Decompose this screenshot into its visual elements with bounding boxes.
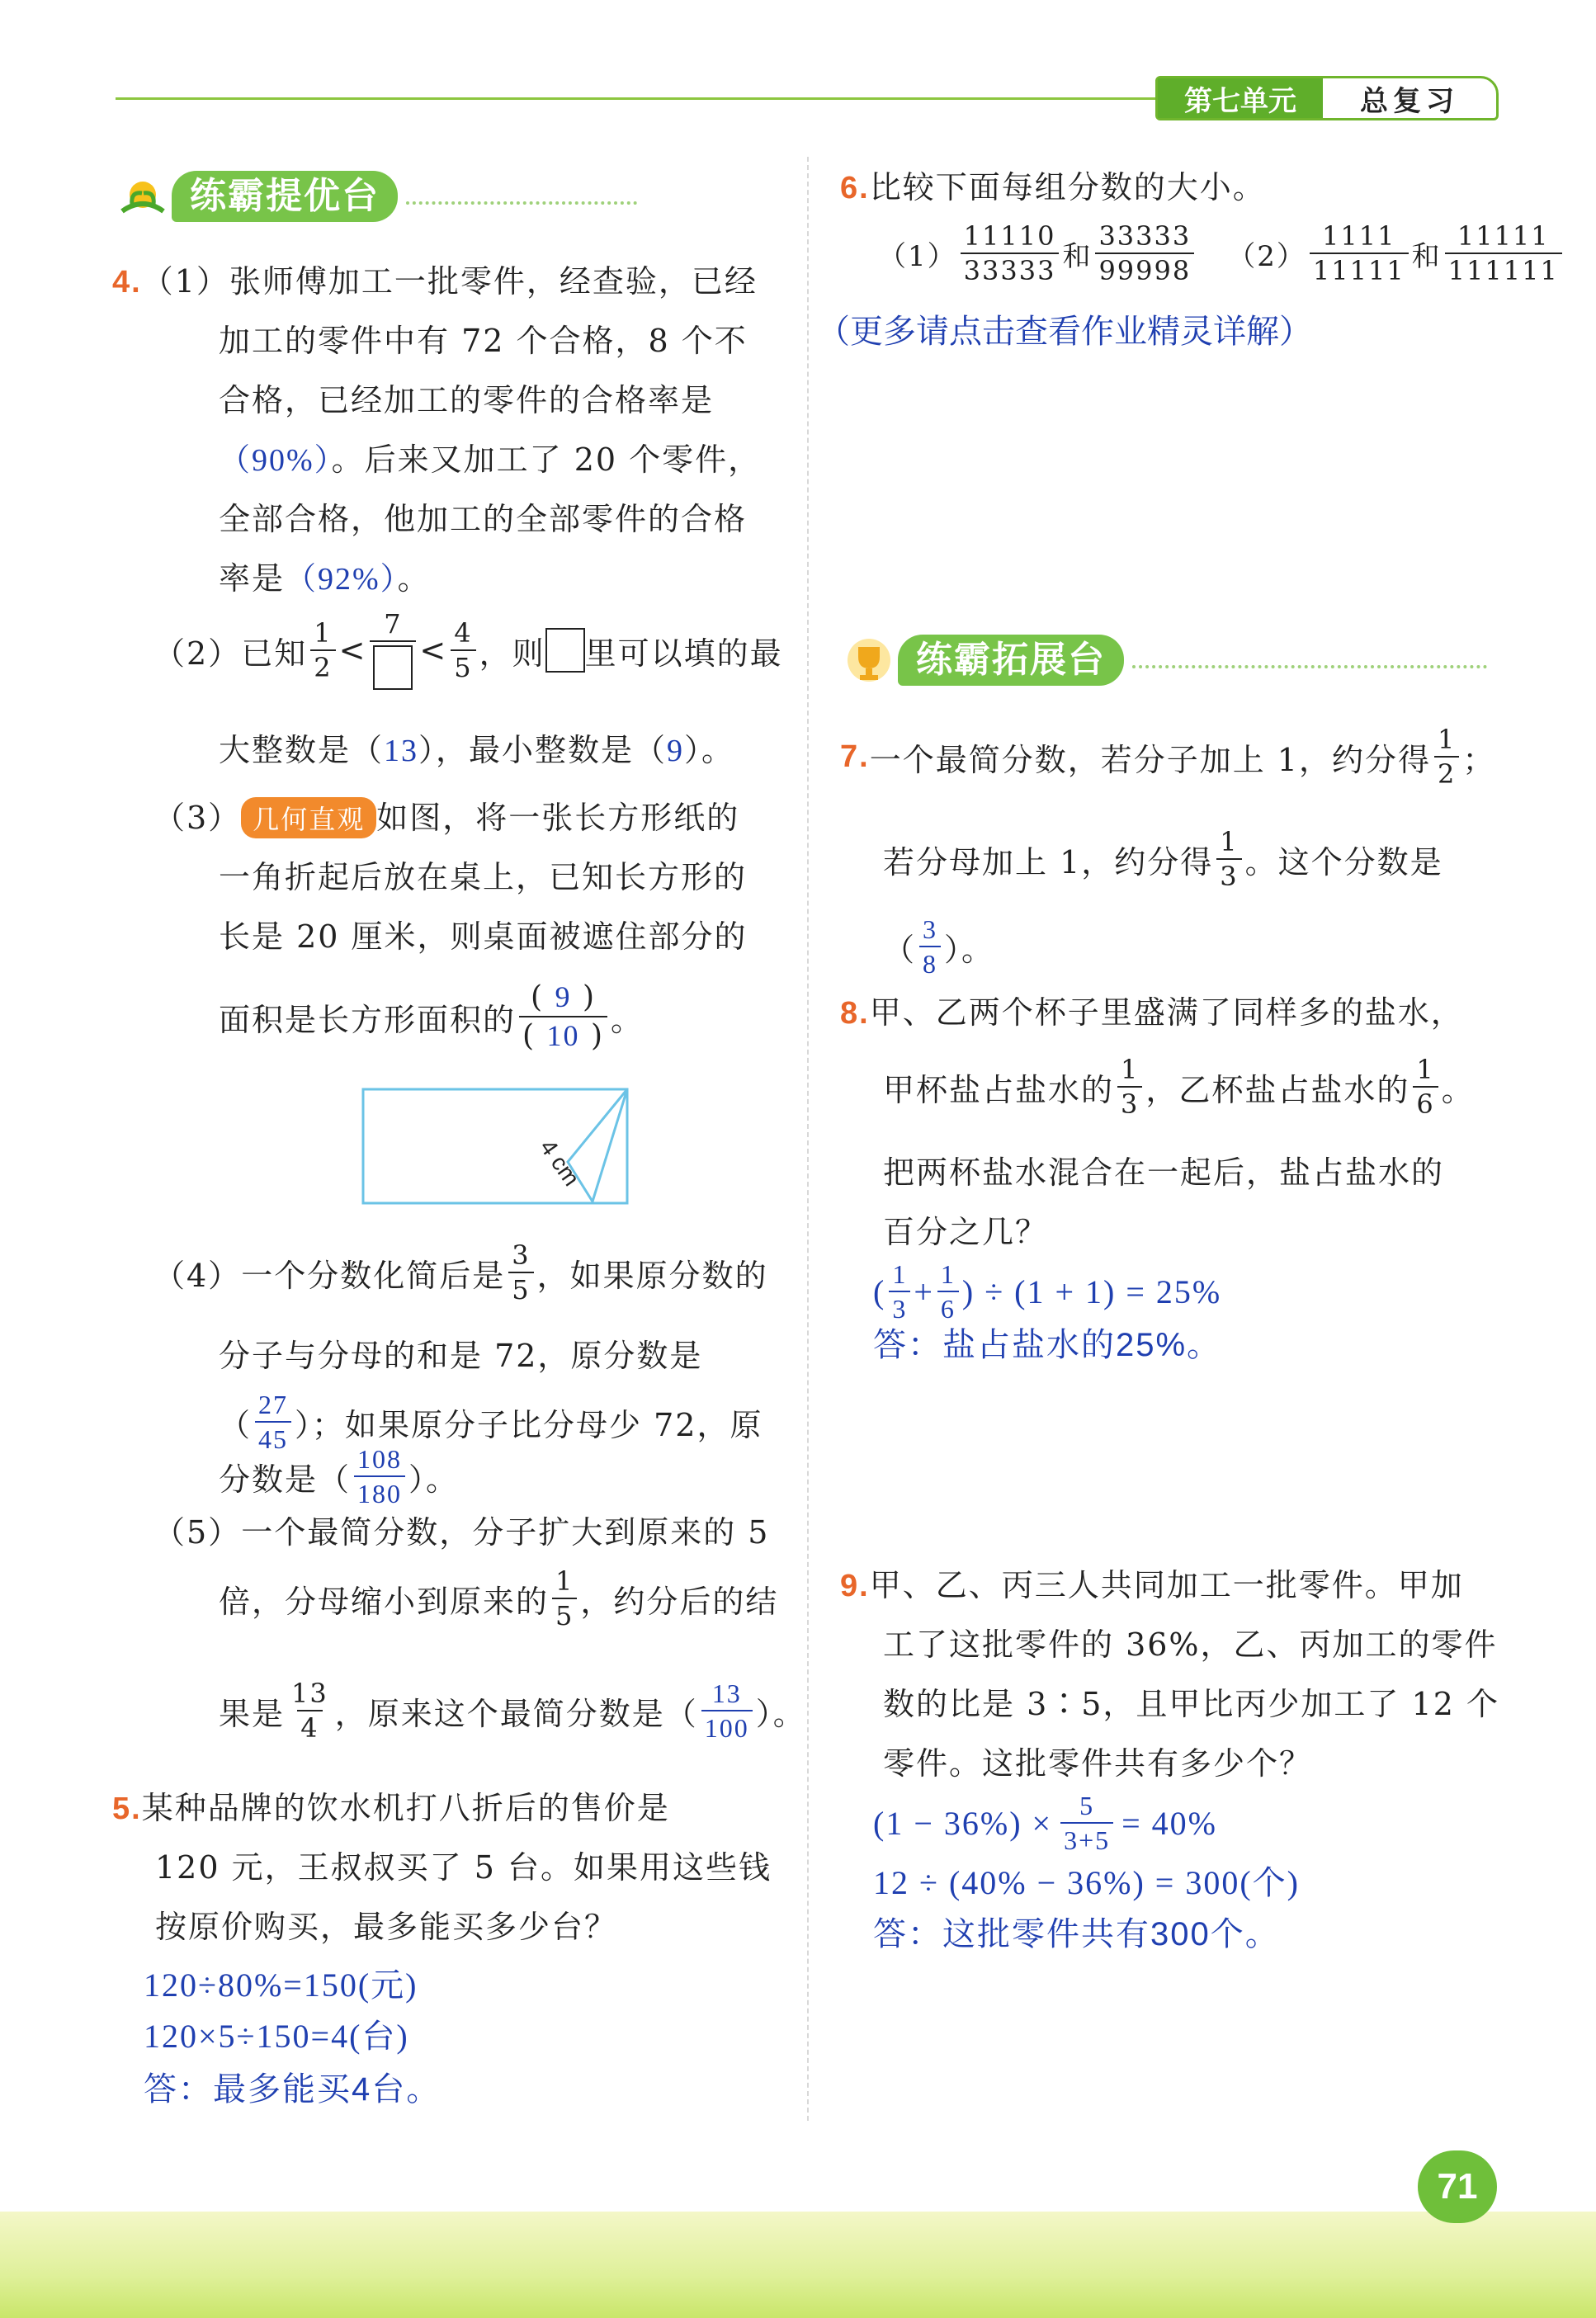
q5-number: 5. — [112, 1792, 142, 1826]
answer-3-8: $\frac{3}{8}$ — [919, 916, 941, 977]
blank-box — [373, 645, 413, 690]
footer-band — [0, 2212, 1596, 2318]
q9-line4: 零件。这批零件共有多少个？ — [883, 1745, 1313, 1782]
q4-number: 4. — [112, 265, 142, 300]
answer-92: （92%） — [285, 562, 398, 597]
q8-solution: ( $\frac{1}{3}$ + $\frac{1}{6}$ ) ÷ (1 + 1) = 25% — [873, 1259, 1222, 1324]
column-divider — [807, 157, 809, 2121]
q4-p1-line2: 加工的零件中有 72 个合格，8 个不 — [219, 323, 748, 359]
q9-line3: 数的比是 3∶5，且甲比丙少加工了 12 个 — [883, 1686, 1499, 1722]
section-title-left: 练霸提优台 — [172, 171, 398, 222]
sprout-icon — [114, 172, 172, 221]
q4-p3-line3: 长是 20 厘米，则桌面被遮住部分的 — [219, 918, 748, 955]
geometry-tag: 几何直观 — [241, 797, 376, 838]
q6-number: 6. — [840, 171, 870, 205]
q5-line3: 按原价购买，最多能买多少台？ — [155, 1909, 618, 1945]
answer-108-180: $\frac{108}{180}$ — [354, 1446, 405, 1507]
q8-line1: 8.甲、乙两个杯子里盛满了同样多的盐水， — [840, 994, 1464, 1031]
q4-p1-line1: 4.（1）张师傅加工一批零件，经查验，已经 — [112, 263, 758, 300]
q5-line2: 120 元，王叔叔买了 5 台。如果用这些钱 — [155, 1849, 772, 1886]
q8-answer: 答：盐占盐水的25%。 — [873, 1327, 1222, 1363]
q9-line1: 9.甲、乙、丙三人共同加工一批零件。甲加 — [840, 1567, 1464, 1603]
trophy-icon — [840, 635, 898, 685]
section-banner-right — [840, 634, 1487, 687]
fraction-4-5: $\frac{4}{5}$ — [451, 620, 475, 681]
q4-p3-line2: 一角折起后放在桌上，已知长方形的 — [219, 859, 748, 895]
q9-number: 9. — [840, 1569, 870, 1603]
q4-p4-line2: 分子与分母的和是 72，原分数是 — [219, 1338, 703, 1374]
q6-line1: 6.比较下面每组分数的大小。 — [840, 169, 1266, 205]
q4-p4-line3: （ $\frac{27}{45}$ ）；如果原分子比分母少 72，原 — [219, 1390, 763, 1454]
unit-label: 第七单元 — [1158, 78, 1323, 118]
q4-p4-line1: （4） 一个分数化简后是 $\frac{3}{5}$ ，如果原分数的 — [153, 1239, 768, 1305]
answer-90: （90%） — [219, 443, 332, 478]
q4-p5-line3: 果是 $\frac{13}{4}$ ，原来这个最简分数是（ $\frac{13}{100}$ ）。 — [219, 1678, 806, 1744]
fraction-13-4: $\frac{13}{4}$ — [291, 1678, 328, 1744]
q7-line3: （ $\frac{3}{8}$ ）。 — [883, 914, 995, 979]
blank-box — [545, 628, 585, 673]
q9-solution-1: (1 − 36%) × $\frac{5}{3+5}$ = 40% — [873, 1791, 1218, 1855]
q4-p3-line4: 面积是长方形面积的 $\frac{( 9 )}{( 10 )}$ 。 — [219, 980, 645, 1053]
unit-title: 总复习 — [1360, 85, 1459, 117]
fraction-3-5: $\frac{3}{5}$ — [508, 1242, 533, 1303]
answer-9: 9 — [667, 734, 685, 768]
q5-line1: 5.某种品牌的饮水机打八折后的售价是 — [112, 1790, 670, 1826]
q4-p4-line4: 分数是（ $\frac{108}{180}$ ）。 — [219, 1444, 460, 1508]
answer-13-100: $\frac{13}{100}$ — [701, 1680, 753, 1741]
q7-line2: 若分母加上 1，约分得 $\frac{1}{3}$ 。这个分数是 — [883, 826, 1443, 892]
q4-p1-line3: 合格，已经加工的零件的合格率是 — [219, 382, 715, 418]
q8-number: 8. — [840, 996, 870, 1031]
answer-27-45: $\frac{27}{45}$ — [255, 1391, 291, 1452]
q5-solution-1: 120÷80%=150(元) — [144, 1966, 418, 2004]
q9-solution-2: 12 ÷ (40% − 36%) = 300(个) — [873, 1864, 1300, 1901]
q5-solution-2: 120×5÷150=4(台) — [144, 2018, 409, 2055]
folded-paper-figure — [361, 1088, 634, 1208]
q4-p1-line4: （90%）。后来又加工了 20 个零件， — [219, 441, 762, 478]
section-title-right: 练霸拓展台 — [898, 635, 1124, 686]
svg-text:4 cm: 4 cm — [535, 1135, 585, 1191]
q4-p1-line6: 率是（92%）。 — [219, 560, 431, 597]
q4-p5-line2: 倍，分母缩小到原来的 $\frac{1}{5}$ ，约分后的结 — [219, 1565, 779, 1631]
answer-9-10: $\frac{( 9 )}{( 10 )}$ — [519, 982, 607, 1051]
banner-dots — [406, 201, 637, 205]
q9-answer: 答：这批零件共有300个。 — [873, 1916, 1280, 1952]
banner-dots — [1132, 665, 1487, 668]
unit-header — [1155, 76, 1499, 120]
q7-line1: 7. 一个最简分数，若分子加上 1，约分得 $\frac{1}{2}$ ； — [840, 724, 1496, 790]
q8-line4: 百分之几？ — [883, 1214, 1049, 1250]
q4-p3-line1: （3） 几何直观 如图，将一张长方形纸的 — [153, 792, 739, 838]
fraction-1-2: $\frac{1}{2}$ — [310, 620, 335, 681]
answer-13: 13 — [384, 734, 419, 768]
q6-fractions: （1） $\frac{11110}{33333}$ 和 $\frac{33333}{99998}$ （2） $\frac{1111}{11111}$ 和 $\frac{11111}{111111}$ — [878, 223, 1565, 284]
q9-line2: 工了这批零件的 36%，乙、丙加工的零件 — [883, 1626, 1498, 1663]
page-number: 71 — [1418, 2150, 1497, 2223]
header-rule — [116, 97, 1155, 100]
q7-number: 7. — [840, 739, 870, 774]
section-banner-left — [114, 170, 637, 223]
q4-p2-line1: （2） 已知 $\frac{1}{2}$ < 7 < $\frac{4}{5}$ ，则 里可以填的最 — [153, 611, 783, 690]
fraction-1-5: $\frac{1}{5}$ — [552, 1568, 577, 1629]
q4-p2-line2: 大整数是（13），最小整数是（9）。 — [219, 732, 735, 768]
q8-line3: 把两杯盐水混合在一起后，盐占盐水的 — [883, 1154, 1445, 1191]
more-link[interactable]: （更多请点击查看作业精灵详解） — [817, 314, 1312, 350]
fraction-7-box: 7 — [370, 611, 416, 690]
q5-answer: 答：最多能买4台。 — [144, 2071, 441, 2108]
q4-p1-line5: 全部合格，他加工的全部零件的合格 — [219, 501, 748, 537]
q8-line2: 甲杯盐占盐水的 $\frac{1}{3}$ ，乙杯盐占盐水的 $\frac{1}{6}$ 。 — [883, 1054, 1475, 1120]
q4-p5-line1: （5）一个最简分数，分子扩大到原来的 5 — [153, 1514, 770, 1551]
